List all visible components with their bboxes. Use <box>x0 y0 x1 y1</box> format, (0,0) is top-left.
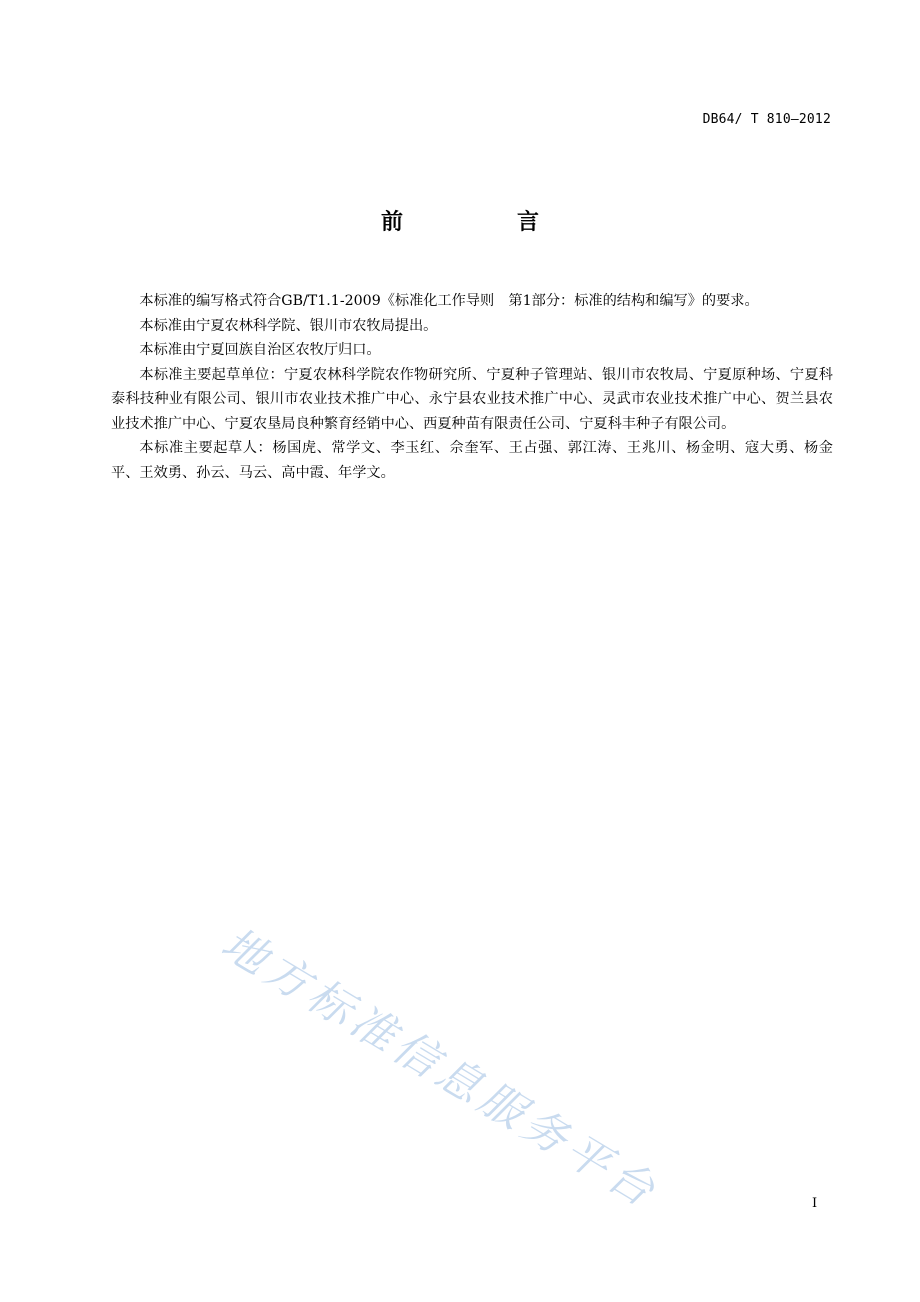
paragraph-administrator: 本标准由宁夏回族自治区农牧厅归口。 <box>139 342 381 358</box>
document-code: DB64/ T 810—2012 <box>702 112 831 127</box>
paragraph-format: 本标准的编写格式符合GB/T1.1-2009《标准化工作导则 第1部分：标准的结构和编写》的要求。 <box>139 293 759 309</box>
paragraph-drafting-units: 本标准主要起草单位：宁夏农林科学院农作物研究所、宁夏种子管理站、银川市农牧局、宁夏原种场、宁夏科泰科技种业有限公司、银川市农业技术推广中心、永宁县农业技术推广中心、灵武市农业技术推广中心、贺兰县农业技术推广中心、宁夏农垦局良种繁育经销中心、西夏种苗有限责任公司、宁夏科丰种子有限公司。 <box>111 366 833 432</box>
watermark: 地方标准信息服务平台 <box>212 917 668 1220</box>
body-text <box>111 289 833 485</box>
paragraph-drafters: 本标准主要起草人：杨国虎、常学文、李玉红、佘奎军、王占强、郭江涛、王兆川、杨金明、寇大勇、杨金平、王效勇、孙云、马云、高中霞、年学文。 <box>111 440 833 481</box>
paragraph-proposer: 本标准由宁夏农林科学院、银川市农牧局提出。 <box>139 317 438 334</box>
page-title: 前 言 <box>380 210 585 235</box>
page-number: I <box>812 1196 818 1211</box>
